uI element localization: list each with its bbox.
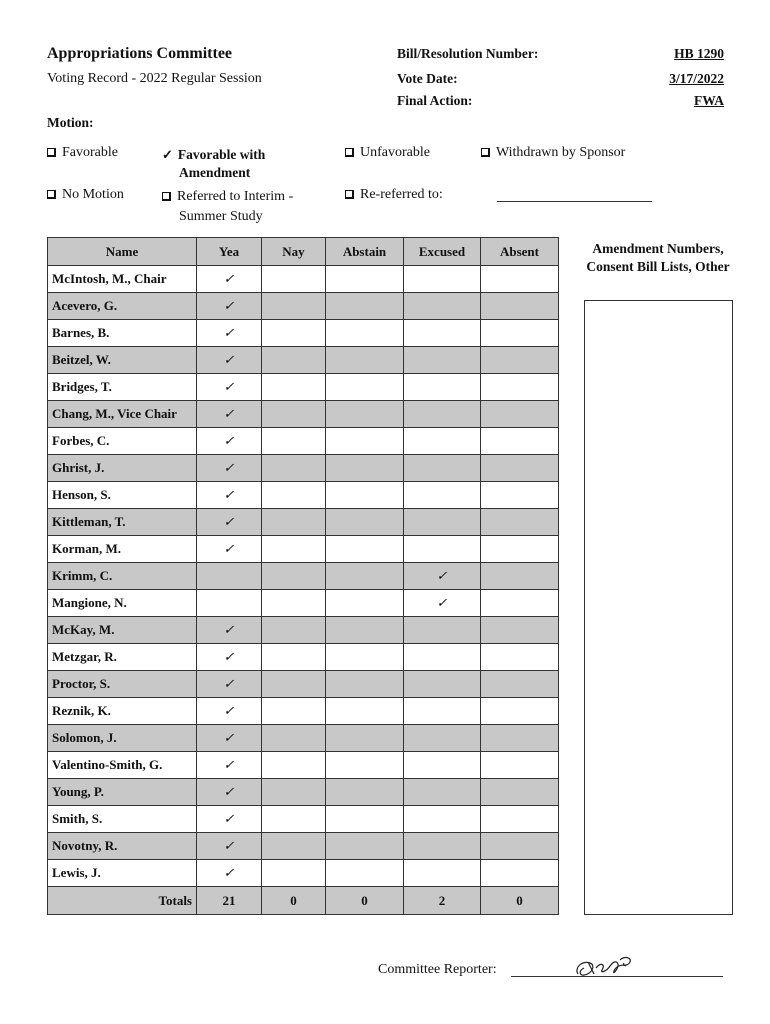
vote-nay-cell	[262, 644, 326, 671]
vote-abstain-cell	[326, 320, 404, 347]
vote-abstain-cell	[326, 482, 404, 509]
rereferred-blank-line	[497, 201, 652, 202]
vote-excused-cell	[404, 428, 481, 455]
vote-yea-cell: ✓	[197, 833, 262, 860]
vote-nay-cell	[262, 860, 326, 887]
vote-yea-cell: ✓	[197, 374, 262, 401]
vote-excused-cell	[404, 266, 481, 293]
table-row	[48, 779, 559, 806]
vote-excused-cell: ✓	[404, 590, 481, 617]
vote-abstain-cell	[326, 401, 404, 428]
member-name: Bridges, T.	[48, 374, 197, 401]
table-row	[48, 752, 559, 779]
vote-absent-cell	[481, 401, 559, 428]
vote-absent-cell	[481, 617, 559, 644]
vote-yea-cell: ✓	[197, 455, 262, 482]
total-nay: 0	[262, 887, 326, 915]
vote-yea-cell: ✓	[197, 779, 262, 806]
vote-excused-cell	[404, 401, 481, 428]
vote-nay-cell	[262, 536, 326, 563]
table-row	[48, 563, 559, 590]
member-name: Beitzel, W.	[48, 347, 197, 374]
voting-table	[47, 237, 559, 915]
vote-nay-cell	[262, 590, 326, 617]
vote-excused-cell	[404, 293, 481, 320]
vote-excused-cell	[404, 671, 481, 698]
vote-excused-cell	[404, 860, 481, 887]
vote-yea-cell: ✓	[197, 347, 262, 374]
vote-nay-cell	[262, 320, 326, 347]
vote-absent-cell	[481, 482, 559, 509]
vote-excused-cell	[404, 509, 481, 536]
option-no-motion-label: No Motion	[62, 187, 124, 202]
table-row	[48, 644, 559, 671]
table-row	[48, 482, 559, 509]
table-row	[48, 536, 559, 563]
vote-absent-cell	[481, 833, 559, 860]
member-name: Lewis, J.	[48, 860, 197, 887]
vote-absent-cell	[481, 320, 559, 347]
final-action-label: Final Action:	[397, 93, 473, 108]
table-row	[48, 320, 559, 347]
member-name: Proctor, S.	[48, 671, 197, 698]
member-name: Henson, S.	[48, 482, 197, 509]
table-row	[48, 671, 559, 698]
table-row	[48, 725, 559, 752]
vote-nay-cell	[262, 347, 326, 374]
vote-nay-cell	[262, 482, 326, 509]
member-name: Acevero, G.	[48, 293, 197, 320]
option-referred	[162, 187, 293, 227]
member-name: Metzgar, R.	[48, 644, 197, 671]
option-referred-label-2: Summer Study	[179, 209, 263, 224]
motion-label: Motion:	[47, 115, 94, 130]
vote-yea-cell: ✓	[197, 725, 262, 752]
member-name: Young, P.	[48, 779, 197, 806]
vote-excused-cell	[404, 698, 481, 725]
vote-nay-cell	[262, 563, 326, 590]
vote-yea-cell: ✓	[197, 536, 262, 563]
member-name: Korman, M.	[48, 536, 197, 563]
vote-date: 3/17/2022	[669, 71, 724, 86]
vote-absent-cell	[481, 347, 559, 374]
table-header-row	[48, 238, 559, 266]
table-row	[48, 860, 559, 887]
vote-yea-cell: ✓	[197, 482, 262, 509]
vote-excused-cell: ✓	[404, 563, 481, 590]
member-name: McIntosh, M., Chair	[48, 266, 197, 293]
vote-yea-cell: ✓	[197, 860, 262, 887]
vote-date-label: Vote Date:	[397, 71, 458, 86]
vote-absent-cell	[481, 806, 559, 833]
vote-nay-cell	[262, 779, 326, 806]
member-name: Ghrist, J.	[48, 455, 197, 482]
vote-yea-cell: ✓	[197, 698, 262, 725]
bill-label: Bill/Resolution Number:	[397, 46, 539, 61]
checkbox-icon	[162, 192, 171, 201]
vote-excused-cell	[404, 752, 481, 779]
table-row	[48, 833, 559, 860]
vote-nay-cell	[262, 725, 326, 752]
vote-absent-cell	[481, 293, 559, 320]
vote-nay-cell	[262, 752, 326, 779]
vote-abstain-cell	[326, 374, 404, 401]
table-row	[48, 590, 559, 617]
vote-absent-cell	[481, 725, 559, 752]
vote-absent-cell	[481, 428, 559, 455]
vote-nay-cell	[262, 266, 326, 293]
vote-excused-cell	[404, 347, 481, 374]
vote-absent-cell	[481, 455, 559, 482]
table-row	[48, 293, 559, 320]
committee-title: Appropriations Committee	[47, 45, 233, 62]
vote-abstain-cell	[326, 644, 404, 671]
vote-excused-cell	[404, 725, 481, 752]
vote-nay-cell	[262, 806, 326, 833]
vote-nay-cell	[262, 374, 326, 401]
vote-abstain-cell	[326, 806, 404, 833]
vote-absent-cell	[481, 752, 559, 779]
col-header-yea: Yea	[197, 238, 262, 266]
vote-absent-cell	[481, 536, 559, 563]
vote-yea-cell: ✓	[197, 509, 262, 536]
member-name: Smith, S.	[48, 806, 197, 833]
option-rereferred-label: Re-referred to:	[360, 187, 443, 202]
vote-absent-cell	[481, 644, 559, 671]
option-referred-label-1: Referred to Interim -	[177, 189, 294, 204]
vote-excused-cell	[404, 482, 481, 509]
vote-yea-cell: ✓	[197, 644, 262, 671]
vote-abstain-cell	[326, 563, 404, 590]
col-header-abstain: Abstain	[326, 238, 404, 266]
bill-number: HB 1290	[674, 46, 724, 61]
total-absent: 0	[481, 887, 559, 915]
col-header-absent: Absent	[481, 238, 559, 266]
vote-nay-cell	[262, 671, 326, 698]
table-row	[48, 509, 559, 536]
session-subtitle: Voting Record - 2022 Regular Session	[47, 71, 262, 86]
table-row	[48, 617, 559, 644]
vote-absent-cell	[481, 266, 559, 293]
vote-excused-cell	[404, 617, 481, 644]
totals-row	[48, 887, 559, 915]
vote-yea-cell	[197, 590, 262, 617]
signature-image	[572, 954, 644, 980]
vote-abstain-cell	[326, 698, 404, 725]
checkbox-icon	[481, 148, 490, 157]
vote-nay-cell	[262, 293, 326, 320]
vote-abstain-cell	[326, 779, 404, 806]
vote-yea-cell: ✓	[197, 428, 262, 455]
option-no-motion	[47, 187, 124, 203]
col-header-excused: Excused	[404, 238, 481, 266]
total-abstain: 0	[326, 887, 404, 915]
member-name: McKay, M.	[48, 617, 197, 644]
table-row	[48, 455, 559, 482]
vote-nay-cell	[262, 617, 326, 644]
vote-abstain-cell	[326, 455, 404, 482]
member-name: Forbes, C.	[48, 428, 197, 455]
vote-nay-cell	[262, 509, 326, 536]
vote-abstain-cell	[326, 833, 404, 860]
vote-excused-cell	[404, 455, 481, 482]
voting-table-body	[48, 266, 559, 887]
vote-yea-cell	[197, 563, 262, 590]
option-unfavorable	[345, 145, 430, 161]
vote-excused-cell	[404, 320, 481, 347]
member-name: Novotny, R.	[48, 833, 197, 860]
vote-abstain-cell	[326, 536, 404, 563]
vote-yea-cell: ✓	[197, 401, 262, 428]
vote-yea-cell: ✓	[197, 806, 262, 833]
vote-yea-cell: ✓	[197, 266, 262, 293]
member-name: Krimm, C.	[48, 563, 197, 590]
table-row	[48, 347, 559, 374]
member-name: Reznik, K.	[48, 698, 197, 725]
vote-abstain-cell	[326, 509, 404, 536]
table-row	[48, 401, 559, 428]
option-withdrawn	[481, 145, 625, 161]
member-name: Chang, M., Vice Chair	[48, 401, 197, 428]
table-row	[48, 374, 559, 401]
vote-yea-cell: ✓	[197, 320, 262, 347]
option-fwa-label-1: Favorable with	[177, 147, 266, 162]
vote-absent-cell	[481, 374, 559, 401]
option-withdrawn-label: Withdrawn by Sponsor	[496, 145, 626, 160]
vote-absent-cell	[481, 563, 559, 590]
total-excused: 2	[404, 887, 481, 915]
checkbox-icon	[345, 190, 354, 199]
checkbox-icon	[47, 148, 56, 157]
vote-nay-cell	[262, 455, 326, 482]
totals-label: Totals	[48, 887, 197, 915]
option-unfavorable-label: Unfavorable	[360, 145, 430, 160]
vote-excused-cell	[404, 536, 481, 563]
amendment-panel-box	[584, 300, 733, 915]
checkbox-icon	[345, 148, 354, 157]
check-mark-icon: ✓	[162, 147, 173, 162]
vote-absent-cell	[481, 590, 559, 617]
total-yea: 21	[197, 887, 262, 915]
vote-abstain-cell	[326, 428, 404, 455]
vote-excused-cell	[404, 833, 481, 860]
member-name: Mangione, N.	[48, 590, 197, 617]
vote-excused-cell	[404, 374, 481, 401]
table-row	[48, 266, 559, 293]
vote-absent-cell	[481, 860, 559, 887]
member-name: Barnes, B.	[48, 320, 197, 347]
col-header-name: Name	[48, 238, 197, 266]
vote-abstain-cell	[326, 617, 404, 644]
member-name: Kittleman, T.	[48, 509, 197, 536]
table-row	[48, 698, 559, 725]
vote-abstain-cell	[326, 293, 404, 320]
vote-excused-cell	[404, 644, 481, 671]
vote-nay-cell	[262, 428, 326, 455]
member-name: Valentino-Smith, G.	[48, 752, 197, 779]
vote-abstain-cell	[326, 725, 404, 752]
vote-nay-cell	[262, 698, 326, 725]
vote-abstain-cell	[326, 671, 404, 698]
col-header-nay: Nay	[262, 238, 326, 266]
vote-abstain-cell	[326, 590, 404, 617]
vote-absent-cell	[481, 698, 559, 725]
final-action: FWA	[694, 93, 724, 108]
table-row	[48, 428, 559, 455]
vote-excused-cell	[404, 806, 481, 833]
vote-yea-cell: ✓	[197, 671, 262, 698]
vote-absent-cell	[481, 509, 559, 536]
vote-abstain-cell	[326, 266, 404, 293]
option-favorable	[47, 145, 118, 161]
option-favorable-label: Favorable	[62, 145, 118, 160]
option-favorable-with-amendment	[162, 146, 265, 182]
vote-yea-cell: ✓	[197, 293, 262, 320]
vote-abstain-cell	[326, 752, 404, 779]
amendment-panel-title: Amendment Numbers, Consent Bill Lists, Other	[586, 241, 730, 274]
vote-yea-cell: ✓	[197, 752, 262, 779]
option-rereferred	[345, 187, 443, 203]
member-name: Solomon, J.	[48, 725, 197, 752]
vote-nay-cell	[262, 401, 326, 428]
vote-yea-cell: ✓	[197, 617, 262, 644]
vote-absent-cell	[481, 671, 559, 698]
vote-excused-cell	[404, 779, 481, 806]
vote-abstain-cell	[326, 860, 404, 887]
table-row	[48, 806, 559, 833]
vote-nay-cell	[262, 833, 326, 860]
vote-abstain-cell	[326, 347, 404, 374]
checkbox-icon	[47, 190, 56, 199]
vote-absent-cell	[481, 779, 559, 806]
committee-reporter-label: Committee Reporter:	[378, 962, 497, 977]
option-fwa-label-2: Amendment	[179, 165, 251, 180]
